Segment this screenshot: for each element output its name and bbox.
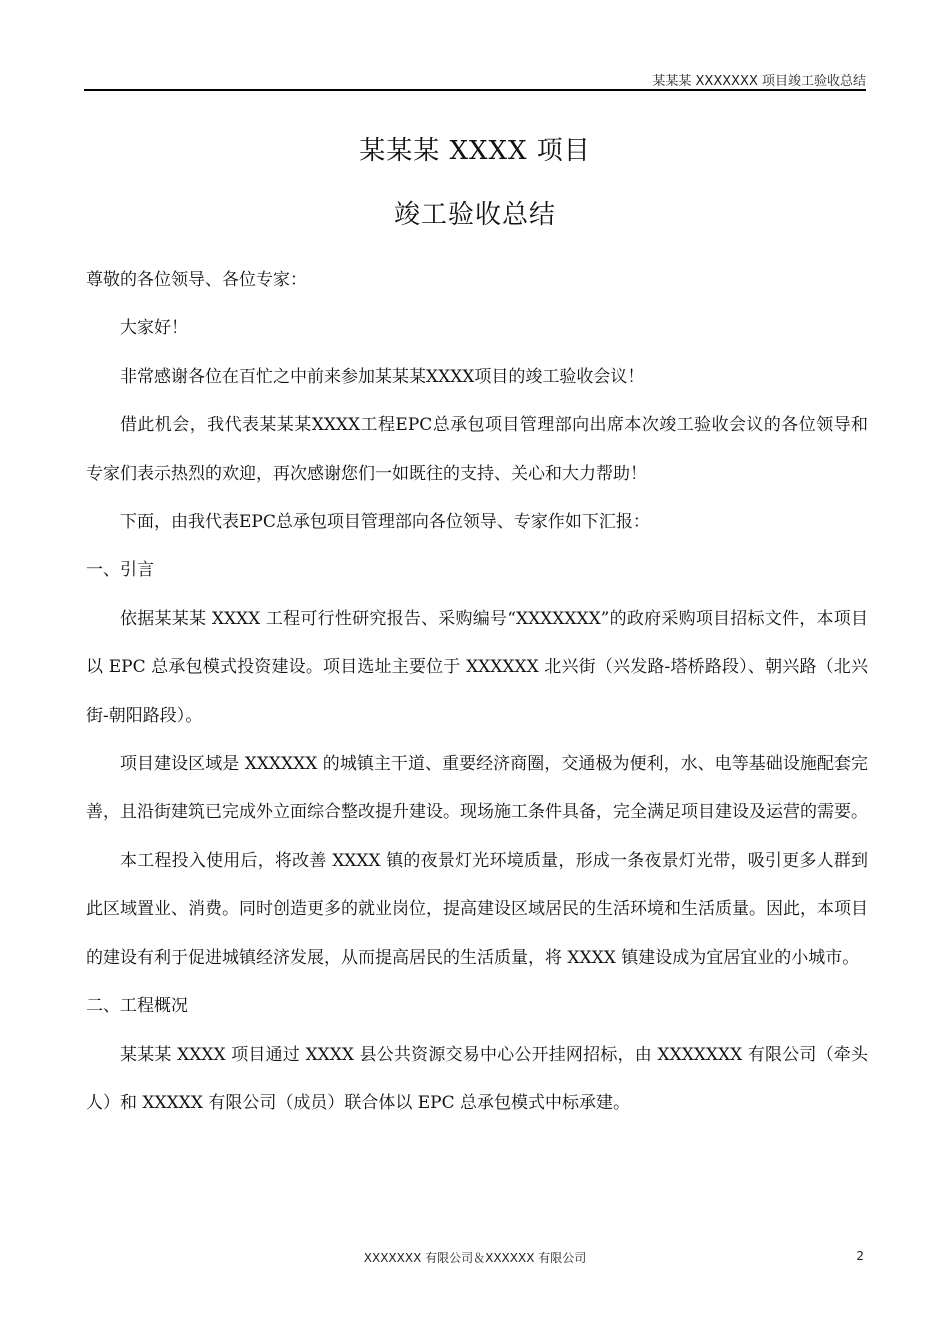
section-heading-overview: 二、工程概况 bbox=[86, 996, 188, 1017]
paragraph-basis: 依据某某某 XXXX 工程可行性研究报告、采购编号“XXXXXXX”的政府采购项目招标文件，本项目以 EPC 总承包模式投资建设。项目选址主要位于 XXXXXX 北兴街（兴发路-塔桥路段）、朝兴路（北兴街-朝阳路段）。 bbox=[86, 608, 868, 726]
paragraph-overview: 某某某 XXXX 项目通过 XXXX 县公共资源交易中心公开挂网招标，由 XXXXXXX 有限公司（牵头人）和 XXXXX 有限公司（成员）联合体以 EPC 总承包模式中标承建。 bbox=[86, 1044, 868, 1113]
paragraph-area: 项目建设区域是 XXXXXX 的城镇主干道、重要经济商圈，交通极为便利，水、电等基础设施配套完善，且沿街建筑已完成外立面综合整改提升建设。现场施工条件具备，完全满足项目建设及运营的需要。 bbox=[86, 754, 868, 823]
greeting: 大家好！ bbox=[120, 318, 188, 339]
paragraph-thanks: 非常感谢各位在百忙之中前来参加某某某XXXX项目的竣工验收会议！ bbox=[120, 366, 645, 387]
header-rule bbox=[84, 89, 866, 91]
document-body bbox=[86, 256, 868, 1127]
document-title: 某某某 XXXX 项目 bbox=[359, 136, 591, 166]
page-number: 2 bbox=[856, 1249, 864, 1263]
page-footer: XXXXXXX 有限公司＆XXXXXX 有限公司 bbox=[363, 1251, 587, 1265]
page-header: 某某某 XXXXXXX 项目竣工验收总结 bbox=[652, 74, 866, 89]
document-subtitle: 竣工验收总结 bbox=[393, 200, 556, 230]
section-heading-introduction: 一、引言 bbox=[86, 560, 154, 581]
paragraph-benefits: 本工程投入使用后，将改善 XXXX 镇的夜景灯光环境质量，形成一条夜景灯光带，吸引更多人群到此区域置业、消费。同时创造更多的就业岗位，提高建设区域居民的生活环境和生活质量。因此，本项目的建设有利于促进城镇经济发展，从而提高居民的生活质量，将 XXXX 镇建设成为宜居宜业的小城市。 bbox=[86, 850, 868, 968]
paragraph-report-intro: 下面，由我代表EPC总承包项目管理部向各位领导、专家作如下汇报： bbox=[120, 512, 650, 533]
salutation: 尊敬的各位领导、各位专家： bbox=[86, 270, 307, 290]
paragraph-welcome: 借此机会，我代表某某某XXXX工程EPC总承包项目管理部向出席本次竣工验收会议的各位领导和专家们表示热烈的欢迎，再次感谢您们一如既往的支持、关心和大力帮助！ bbox=[86, 415, 868, 484]
